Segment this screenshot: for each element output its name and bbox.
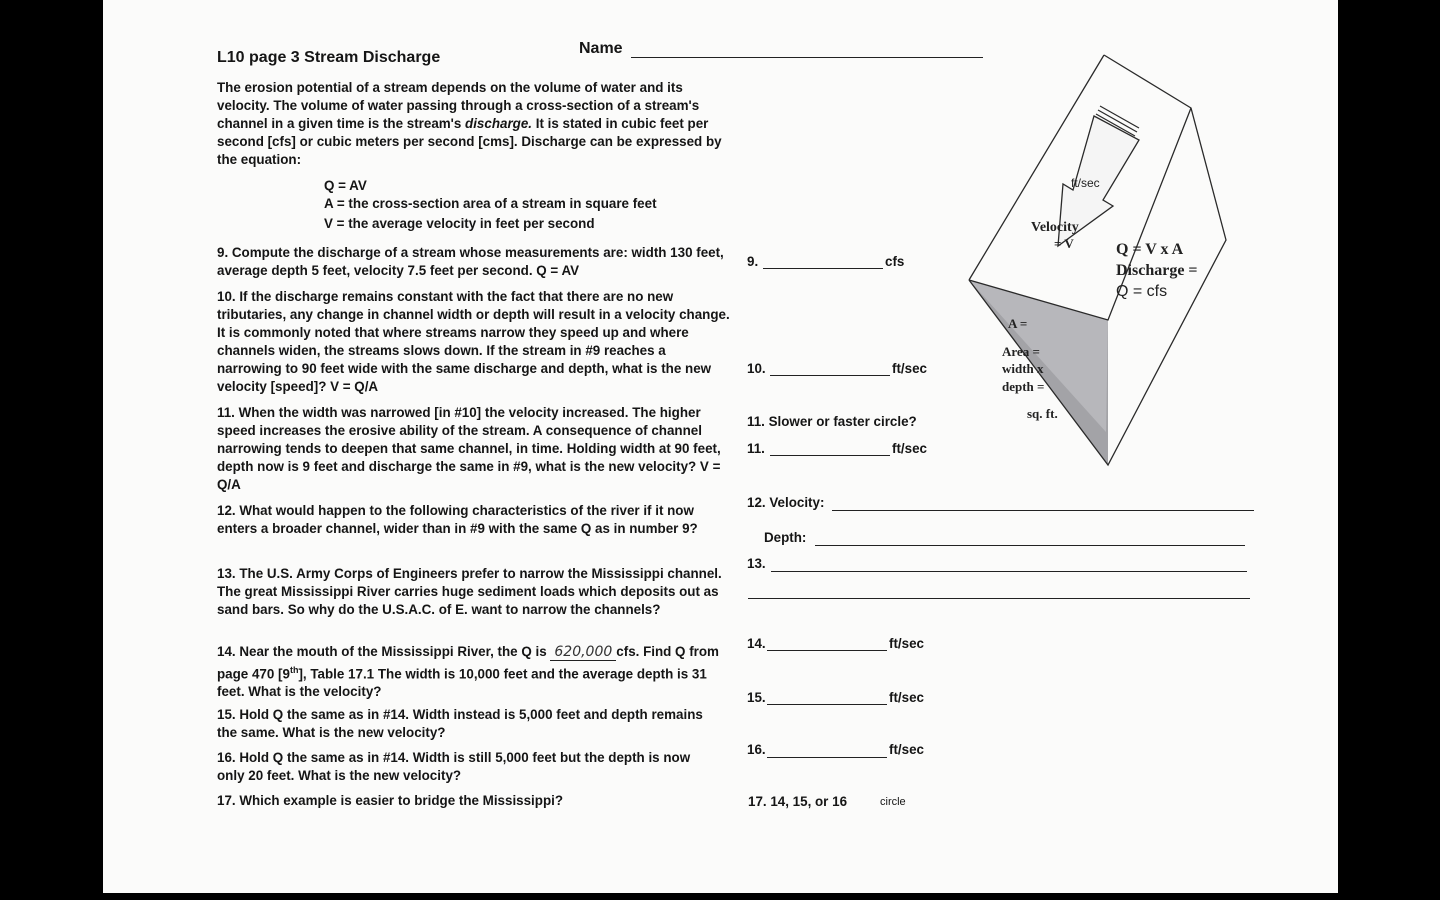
answer-11-unit: ft/sec	[892, 441, 927, 456]
answer-14-unit: ft/sec	[889, 636, 924, 651]
equation-v: V = the average velocity in feet per second	[324, 216, 595, 231]
question-15: 15. Hold Q the same as in #14. Width instead is 5,000 feet and depth remains the same. What is the new velocity?	[217, 707, 703, 740]
answer-12-velocity-label: 12. Velocity:	[747, 495, 825, 510]
answer-14-label: 14.	[747, 636, 766, 651]
intro-term: discharge.	[465, 116, 533, 131]
diagram-velocity-label: Velocity	[1031, 220, 1079, 235]
q14-text-b: cfs. Find Q from page 470 [9	[217, 644, 719, 682]
diagram-ftsec-label: ft/sec	[1071, 176, 1100, 190]
diagram-a-eq: A =	[1008, 316, 1028, 331]
q14-superscript: th	[289, 665, 299, 675]
answer-17-options: 17. 14, 15, or 16	[748, 794, 848, 809]
diagram-width-label: width x	[1002, 361, 1044, 376]
equation-q: Q = AV	[324, 178, 367, 193]
equation-a: A = the cross-section area of a stream in square feet	[324, 196, 657, 211]
answer-16-label: 16.	[747, 742, 766, 757]
q14-text-c: ], Table 17.1 The width is 10,000 feet and the average depth is 31 feet. What is the velocity?	[217, 666, 707, 700]
answer-11-blank[interactable]	[770, 455, 890, 456]
q14-text: 14. Near the mouth of the Mississippi River, the Q is	[217, 644, 551, 659]
intro-text-2: It is stated in cubic feet per second [cfs] or cubic meters per second [cms]. Discharge can be expressed by the equation:	[217, 116, 722, 167]
answer-16-blank[interactable]	[767, 757, 887, 758]
diagram-formula: Q = V x A	[1116, 241, 1184, 258]
question-12: 12. What would happen to the following characteristics of the river if it now enters a broader channel, wider than in #9 with the same Q as in number 9?	[217, 503, 698, 536]
answer-15-label: 15.	[747, 690, 766, 705]
intro-paragraph	[217, 79, 732, 169]
answer-14-blank[interactable]	[767, 650, 887, 651]
answer-10-blank[interactable]	[770, 375, 890, 376]
diagram-discharge-label: Discharge =	[1116, 262, 1198, 279]
question-16: 16. Hold Q the same as in #14. Width is still 5,000 feet but the depth is now only 20 feet. What is the new velocity?	[217, 750, 691, 783]
name-field[interactable]	[631, 57, 983, 58]
answer-10-label: 10.	[747, 361, 766, 376]
answer-16-unit: ft/sec	[889, 742, 924, 757]
answer-9-label: 9.	[747, 254, 759, 269]
answer-13-label: 13.	[747, 556, 766, 571]
question-13: 13. The U.S. Army Corps of Engineers prefer to narrow the Mississippi channel. The great Mississippi River carries huge sediment loads which deposits out as sand bars. So why do the U.S.A.C. of E. want to narrow the channels?	[217, 566, 722, 617]
diagram-depth-label: depth =	[1002, 379, 1045, 394]
worksheet-page	[103, 0, 1338, 893]
question-11: 11. When the width was narrowed [in #10] the velocity increased. The higher speed increases the erosive ability of the stream. A consequence of channel narrowing tends to deepen that same channel, in time. Holding width at 90 feet, depth now is 9 feet and discharge the same in #9, what is the new velocity? V = Q/A	[217, 405, 721, 492]
page-title: L10 page 3 Stream Discharge	[217, 49, 441, 66]
question-10: 10. If the discharge remains constant with the fact that there are no new tributaries, any change in channel width or depth will result in a velocity change. It is commonly noted that where streams narrow they speed up and where channels widen, the streams slows down. If the stream in #9 reaches a narrowing to 90 feet wide with the same discharge and depth, what is the new velocity [speed]? V = Q/A	[217, 289, 730, 394]
diagram-sqft-label: sq. ft.	[1027, 406, 1058, 421]
diagram-q-cfs: Q = cfs	[1116, 283, 1168, 300]
answer-13-blank-2[interactable]	[748, 598, 1250, 599]
answer-12-depth-blank[interactable]	[815, 545, 1245, 546]
name-label: Name	[579, 40, 623, 57]
answer-11-label: 11.	[747, 441, 765, 456]
answer-15-blank[interactable]	[767, 704, 887, 705]
question-14	[217, 643, 732, 701]
answer-9-unit: cfs	[885, 254, 905, 269]
intro-text: The erosion potential of a stream depends on the volume of water and its velocity. The volume of water passing through a cross-section of a stream's channel in a given time is the stream's	[217, 80, 700, 131]
diagram-area-label: Area =	[1002, 344, 1040, 359]
question-9: 9. Compute the discharge of a stream whose measurements are: width 130 feet, average depth 5 feet, velocity 7.5 feet per second. Q = AV	[217, 245, 724, 278]
answer-13-blank-1[interactable]	[771, 571, 1247, 572]
answer-15-unit: ft/sec	[889, 690, 924, 705]
answer-12-depth-label: Depth:	[764, 530, 807, 545]
diagram-velocity-v: = V	[1054, 236, 1074, 251]
question-17: 17. Which example is easier to bridge the Mississippi?	[217, 793, 564, 808]
answer-17-circle: circle	[880, 796, 906, 808]
answer-10-unit: ft/sec	[892, 361, 927, 376]
answer-9-blank[interactable]	[763, 268, 883, 269]
stream-channel-diagram	[963, 45, 1263, 475]
q14-handwritten-value: 620,000	[550, 644, 616, 661]
answer-11-circle-prompt: 11. Slower or faster circle?	[747, 414, 917, 429]
answer-12-velocity-blank[interactable]	[832, 510, 1254, 511]
